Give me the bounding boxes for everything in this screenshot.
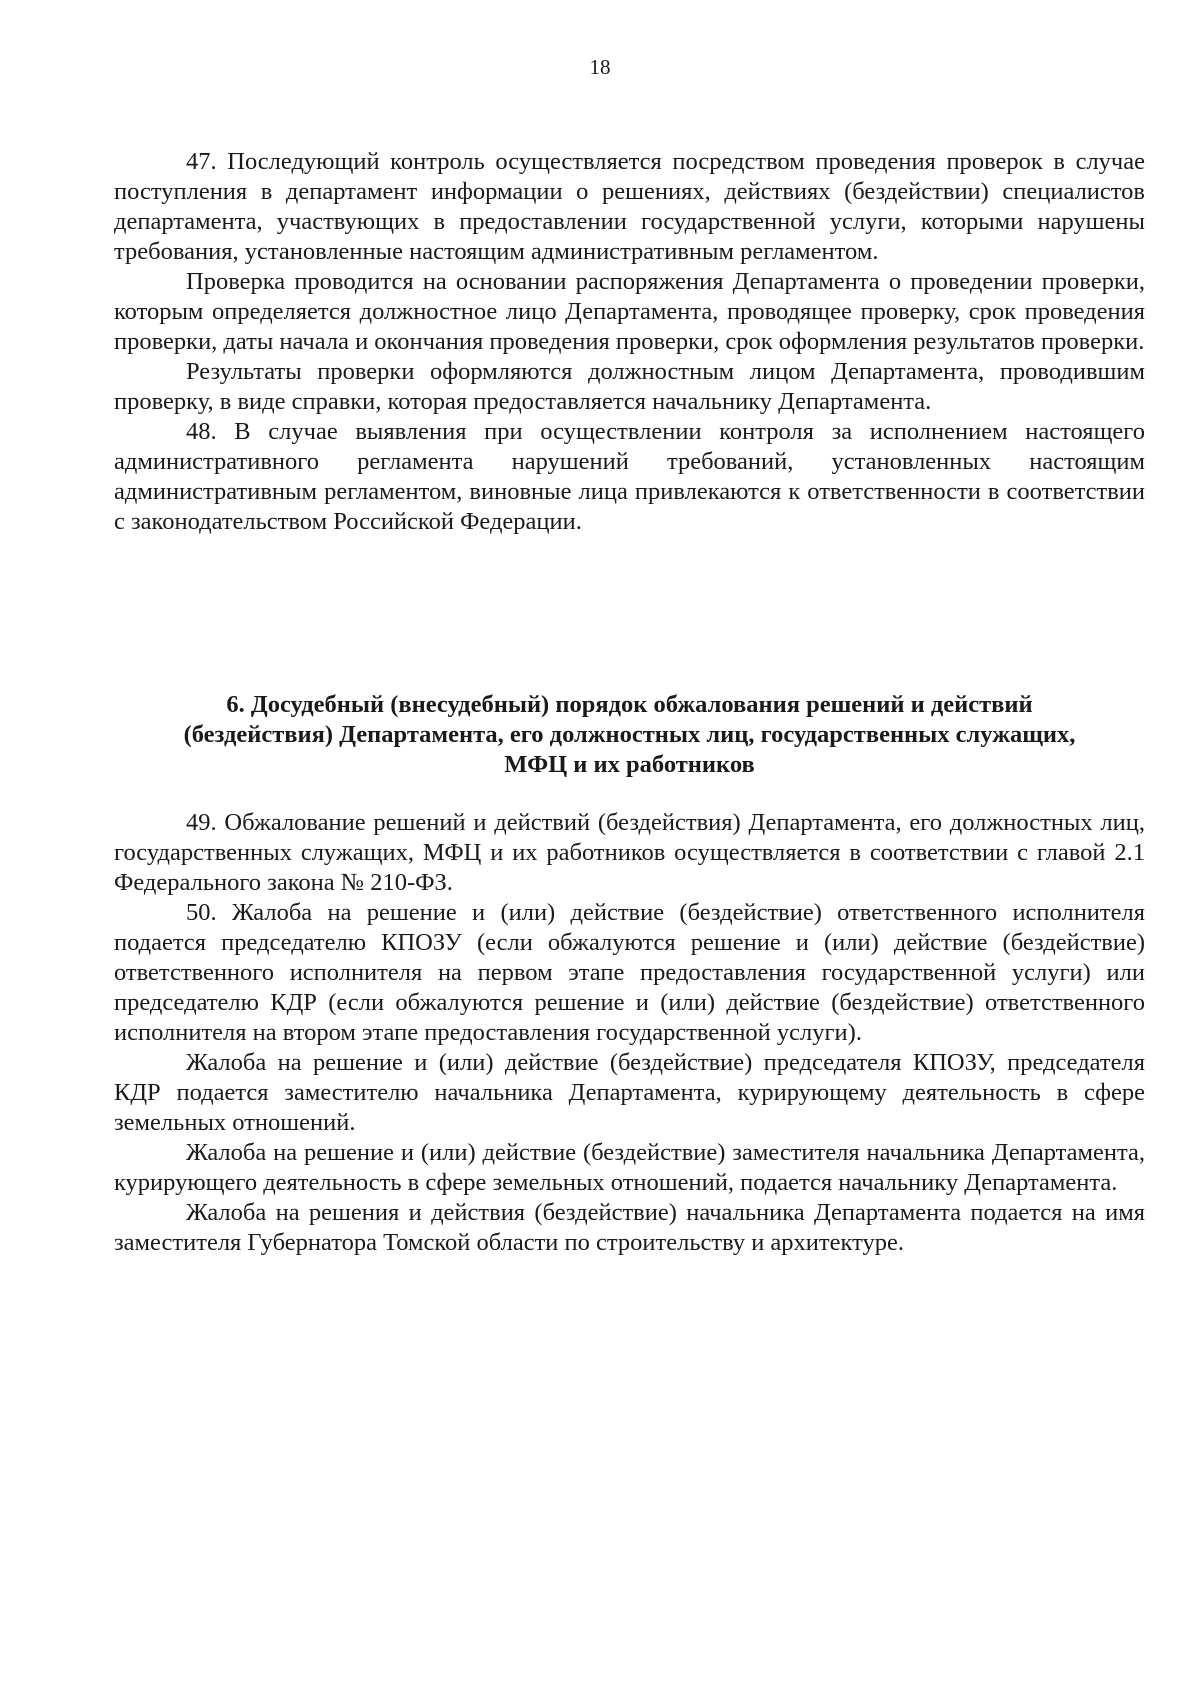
section-heading-6 xyxy=(114,690,1145,780)
section-body-control xyxy=(114,147,1145,537)
paragraph-47: 47. Последующий контроль осуществляется посредством проведения проверок в случае поступления в департамент информации о решениях, действиях (бездействии) специалистов департамента, участвующих в предоставлении государственной услуги, которыми нарушены требования, установленные настоящим административным регламентом. xyxy=(114,148,1145,265)
paragraph-complaint-chair: Жалоба на решение и (или) действие (бездействие) председателя КПОЗУ, председателя КДР подается заместителю начальника Департамента, курирующему деятельность в сфере земельных отношений. xyxy=(114,1049,1145,1136)
heading-line-1: 6. Досудебный (внесудебный) порядок обжалования решений и действий xyxy=(226,691,1033,718)
section-body-appeal xyxy=(114,808,1145,1258)
paragraph-48: 48. В случае выявления при осуществлении контроля за исполнением настоящего административного регламента нарушений требований, установленных настоящим административным регламентом, виновные лица привлекаются к ответственности в соответствии с законодательством Российской Федерации. xyxy=(114,418,1145,535)
heading-line-2: (бездействия) Департамента, его должностных лиц, государственных служащих, xyxy=(183,721,1076,748)
heading-line-3: МФЦ и их работников xyxy=(504,751,755,778)
paragraph-50: 50. Жалоба на решение и (или) действие (бездействие) ответственного исполнителя подается председателю КПОЗУ (если обжалуются решение и (или) действие (бездействие) ответственного исполнителя на первом этапе предоставления государственной услуги) или председателю КДР (если обжалуются решение и (или) действие (бездействие) ответственного исполнителя на втором этапе предоставления государственной услуги). xyxy=(114,899,1145,1046)
page-number: 18 xyxy=(589,55,611,79)
paragraph-check-results: Результаты проверки оформляются должностным лицом Департамента, проводившим проверку, в виде справки, которая предоставляется начальнику Департамента. xyxy=(114,358,1145,415)
paragraph-check-order: Проверка проводится на основании распоряжения Департамента о проведении проверки, которым определяется должностное лицо Департамента, проводящее проверку, срок проведения проверки, даты начала и окончания проведения проверки, срок оформления результатов проверки. xyxy=(114,268,1145,355)
paragraph-complaint-head: Жалоба на решения и действия (бездействие) начальника Департамента подается на имя заместителя Губернатора Томской области по строительству и архитектуре. xyxy=(114,1199,1145,1256)
paragraph-49: 49. Обжалование решений и действий (бездействия) Департамента, его должностных лиц, государственных служащих, МФЦ и их работников осуществляется в соответствии с главой 2.1 Федерального закона № 210-ФЗ. xyxy=(114,809,1145,896)
paragraph-complaint-deputy: Жалоба на решение и (или) действие (бездействие) заместителя начальника Департамента, курирующего деятельность в сфере земельных отношений, подается начальнику Департамента. xyxy=(114,1139,1145,1196)
